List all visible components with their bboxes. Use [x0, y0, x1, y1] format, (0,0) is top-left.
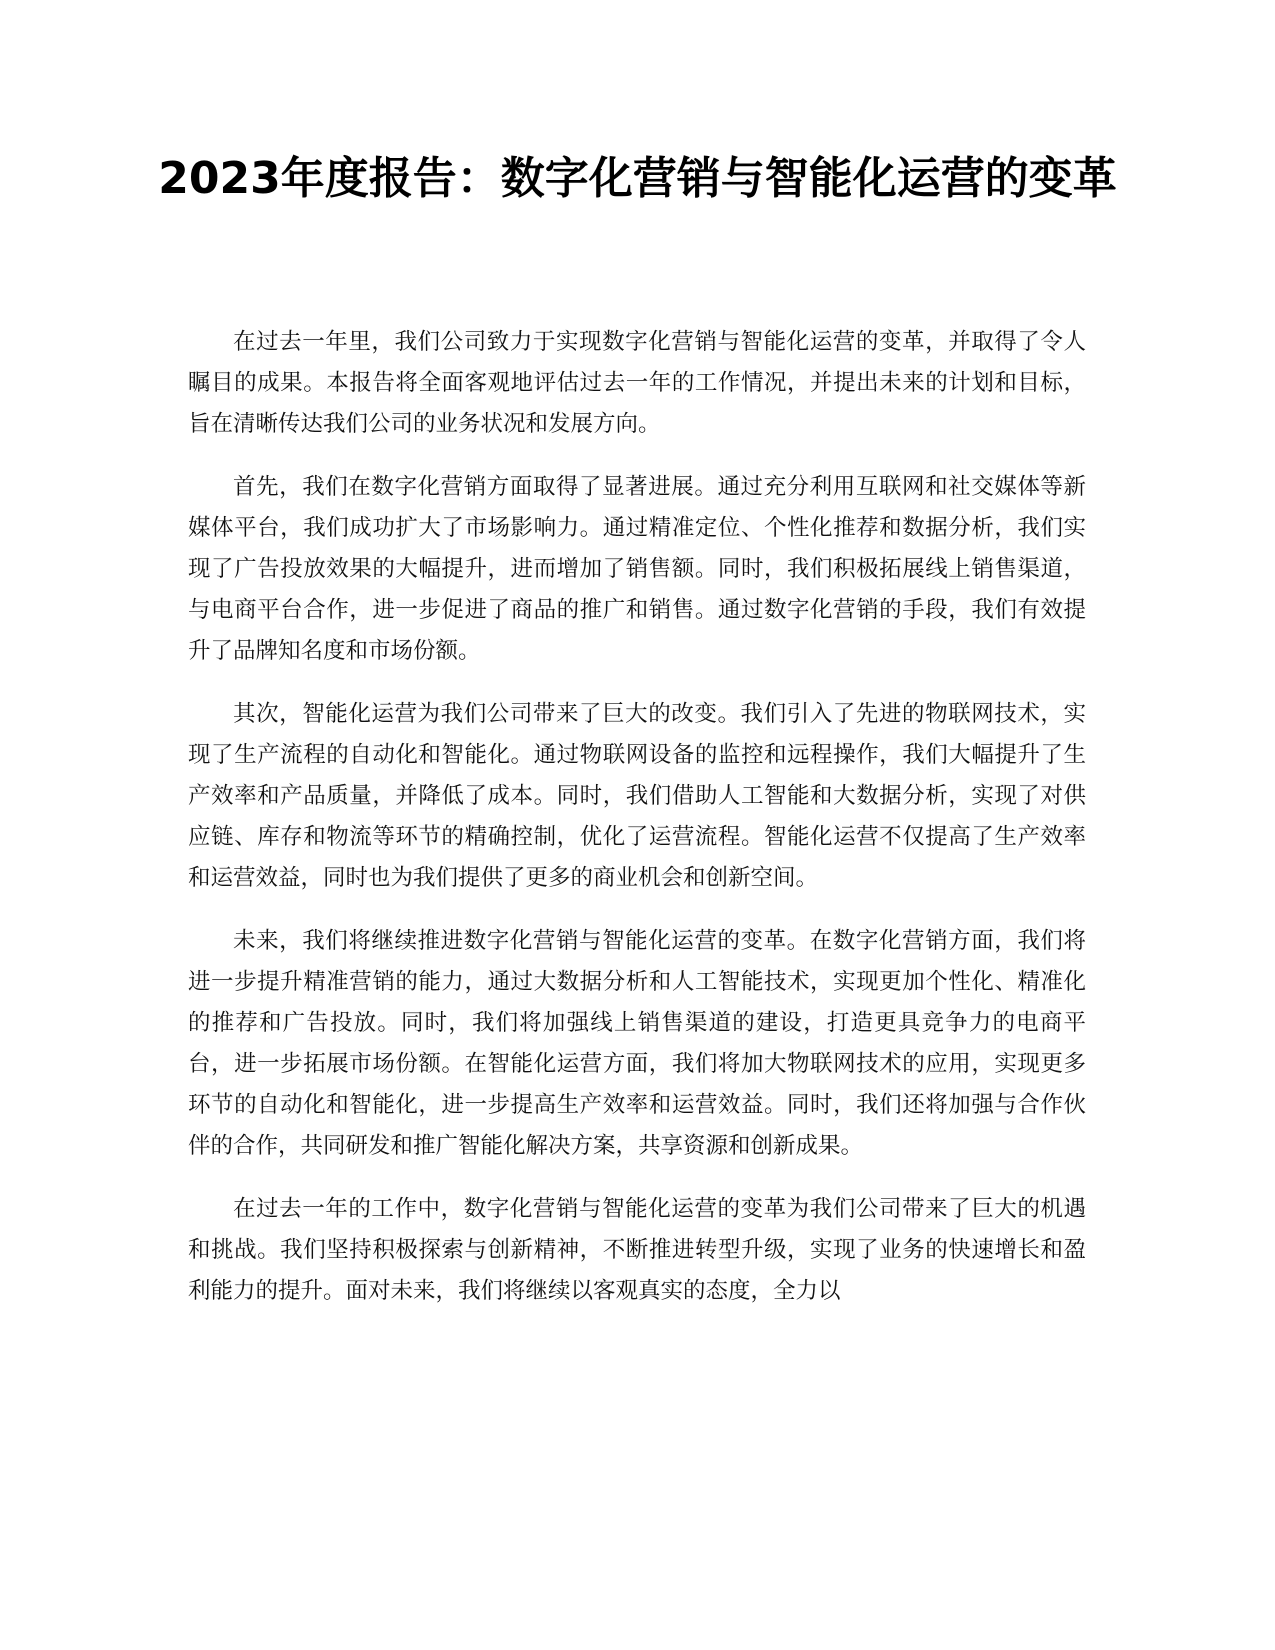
paragraph-future-plans: 未来，我们将继续推进数字化营销与智能化运营的变革。在数字化营销方面，我们将进一步提升精准营销的能力，通过大数据分析和人工智能技术，实现更加个性化、精准化的推荐和广告投放。同时，我们将加强线上销售渠道的建设，打造更具竞争力的电商平台，进一步拓展市场份额。在智能化运营方面，我们将加大物联网技术的应用，实现更多环节的自动化和智能化，进一步提高生产效率和运营效益。同时，我们还将加强与合作伙伴的合作，共同研发和推广智能化解决方案，共享资源和创新成果。	[188, 928, 1086, 1159]
paragraph-intelligent-operations: 其次，智能化运营为我们公司带来了巨大的改变。我们引入了先进的物联网技术，实现了生产流程的自动化和智能化。通过物联网设备的监控和远程操作，我们大幅提升了生产效率和产品质量，并降低了成本。同时，我们借助人工智能和大数据分析，实现了对供应链、库存和物流等环节的精确控制，优化了运营流程。智能化运营不仅提高了生产效率和运营效益，同时也为我们提供了更多的商业机会和创新空间。	[188, 701, 1086, 891]
paragraph-digital-marketing: 首先，我们在数字化营销方面取得了显著进展。通过充分利用互联网和社交媒体等新媒体平台，我们成功扩大了市场影响力。通过精准定位、个性化推荐和数据分析，我们实现了广告投放效果的大幅提升，进而增加了销售额。同时，我们积极拓展线上销售渠道，与电商平台合作，进一步促进了商品的推广和销售。通过数字化营销的手段，我们有效提升了品牌知名度和市场份额。	[188, 474, 1086, 664]
paragraph-intro: 在过去一年里，我们公司致力于实现数字化营销与智能化运营的变革，并取得了令人瞩目的成果。本报告将全面客观地评估过去一年的工作情况，并提出未来的计划和目标，旨在清晰传达我们公司的业务状况和发展方向。	[188, 329, 1086, 437]
paragraph-summary: 在过去一年的工作中，数字化营销与智能化运营的变革为我们公司带来了巨大的机遇和挑战。我们坚持积极探索与创新精神，不断推进转型升级，实现了业务的快速增长和盈利能力的提升。面对未来，我们将继续以客观真实的态度，全力以	[188, 1196, 1086, 1304]
document-title: 2023年度报告：数字化营销与智能化运营的变革	[158, 153, 1117, 204]
document-body	[188, 322, 1086, 1334]
